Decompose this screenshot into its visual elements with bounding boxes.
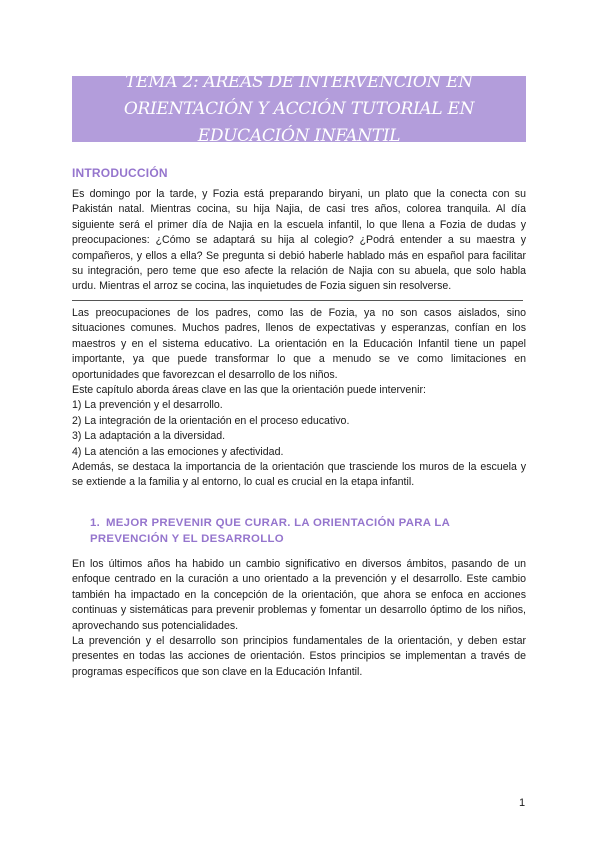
list-item: 4) La atención a las emociones y afectividad. xyxy=(72,445,284,458)
section-1-heading xyxy=(90,516,526,547)
list-item: 1) La prevención y el desarrollo. xyxy=(72,399,223,412)
intro-paragraph: Es domingo por la tarde, y Fozia está preparando biryani, un plato que la conecta con su Pakistán natal. Mientras cocina, su hija Najia, de casi tres años, colorea tranquila. Al día siguiente será el primer día de Najia en la escuela infantil, lo que llena a Fozia de dudas y preocupaciones: ¿Cómo se adaptará su hija al colegio? ¿Podrá entender a su maestra y compañeros, y ellos a ella? Se pregunta si debió haberle hablado más en español para facilitar su integración, pero teme que eso afecte la relación de Najia con su abuela, que solo habla urdu. Mientras el arroz se cocina, las inquietudes de Fozia siguen sin resolverse. xyxy=(72,188,526,293)
section-title: MEJOR PREVENIR QUE CURAR. LA ORIENTACIÓN PARA LA PREVENCIÓN Y EL DESARROLLO xyxy=(90,517,450,545)
section-1-paragraph-1: En los últimos años ha habido un cambio significativo en diversos ámbitos, pasando de un enfoque centrado en la curación a uno orientado a la prevención y el desarrollo. Este cambio también ha impactado en la concepción de la orientación, que ahora se enfoca en acciones continuas y sistemáticas para prevenir problemas y fomentar un desarrollo óptimo de los niños, aprovechando sus potencialidades. xyxy=(72,558,526,632)
title-banner xyxy=(72,71,526,146)
list-item: 2) La integración de la orientación en el proceso educativo. xyxy=(72,414,350,427)
areas-list xyxy=(72,398,526,460)
divider xyxy=(72,300,523,301)
section-1-paragraph-2: La prevención y el desarrollo son principios fundamentales de la orientación, y deben estar presentes en todas las acciones de orientación. Estos principios se implementan a través de programas específicos que son clave en la Educación Infantil. xyxy=(72,635,526,678)
chapter-title: TEMA 2: ÁREAS DE INTERVENCIÓN EN ORIENTACIÓN Y ACCIÓN TUTORIAL EN EDUCACIÓN INFANTIL xyxy=(123,71,475,146)
list-item: 3) La adaptación a la diversidad. xyxy=(72,430,226,443)
intro-heading: INTRODUCCIÓN xyxy=(72,166,168,180)
overview-paragraph-1: Las preocupaciones de los padres, como las de Fozia, ya no son casos aislados, sino situaciones comunes. Muchos padres, llenos de expectativas y esperanzas, confían en los maestros y en el sistema educativo. La orientación en la Educación Infantil tiene un papel importante, ya que puede transformar lo que a menudo se ve como limitaciones en oportunidades que favorezcan el desarrollo de los niños. xyxy=(72,307,526,381)
intro-section xyxy=(72,187,526,295)
overview-paragraph-3: Además, se destaca la importancia de la orientación que trasciende los muros de la escuela y se extiende a la familia y al entorno, lo cual es crucial en la etapa infantil. xyxy=(72,461,526,489)
overview-paragraph-2: Este capítulo aborda áreas clave en las que la orientación puede intervenir: xyxy=(72,384,426,397)
overview-section xyxy=(72,306,526,491)
section-1-body xyxy=(72,557,526,680)
page-number: 1 xyxy=(519,797,526,809)
section-number: 1. xyxy=(90,517,101,529)
